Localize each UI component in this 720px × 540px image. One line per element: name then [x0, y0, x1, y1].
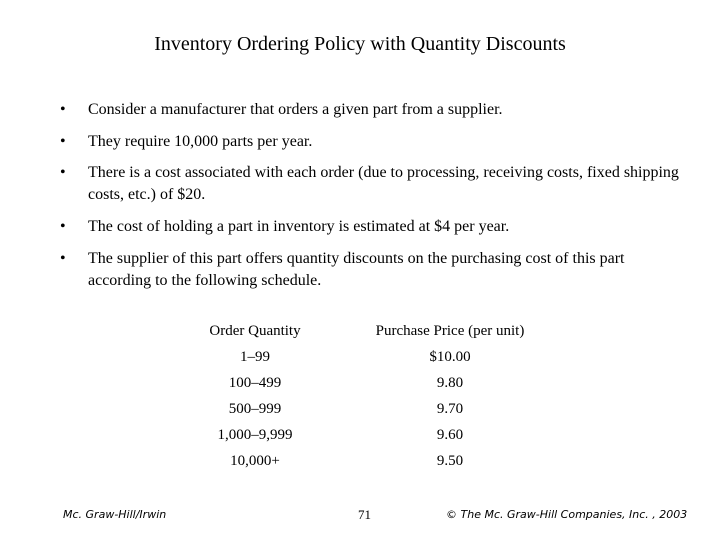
bullet-list [0, 99, 720, 292]
order-quantity-cell: 1–99 [240, 348, 270, 365]
bullet-text: The cost of holding a part in inventory is estimated at $4 per year. [88, 218, 510, 235]
bullet-text: The supplier of this part offers quantity discounts on the purchasing cost of this part according to the following schedule. [88, 250, 625, 289]
publisher-footer: Mc. Graw-Hill/Irwin [63, 508, 167, 521]
table-row [180, 396, 570, 422]
bullet-icon: • [60, 218, 66, 235]
table-header-row [180, 318, 570, 344]
copyright-footer: © The Mc. Graw-Hill Companies, Inc. , 2003 [446, 508, 688, 521]
bullet-item [0, 216, 720, 238]
bullet-text: They require 10,000 parts per year. [88, 133, 313, 150]
purchase-price-cell: $10.00 [429, 348, 471, 365]
bullet-text: There is a cost associated with each order (due to processing, receiving costs, fixed shipping costs, etc.) of $20. [88, 164, 679, 203]
table-row [180, 422, 570, 448]
bullet-icon: • [60, 164, 66, 181]
bullet-item [0, 248, 720, 292]
order-quantity-cell: 10,000+ [230, 452, 280, 469]
bullet-icon: • [60, 250, 66, 267]
table-row [180, 370, 570, 396]
order-quantity-cell: 100–499 [228, 374, 282, 391]
purchase-price-cell: 9.80 [436, 374, 464, 391]
order-quantity-header: Order Quantity [209, 322, 301, 339]
purchase-price-cell: 9.70 [436, 400, 464, 417]
order-quantity-cell: 1,000–9,999 [217, 426, 293, 443]
slide-title: Inventory Ordering Policy with Quantity Discounts [154, 33, 566, 55]
bullet-item [0, 99, 720, 121]
bullet-item [0, 162, 720, 206]
purchase-price-cell: 9.50 [436, 452, 464, 469]
purchase-price-cell: 9.60 [436, 426, 464, 443]
order-quantity-cell: 500–999 [228, 400, 282, 417]
table-row [180, 344, 570, 370]
page-number: 71 [358, 507, 371, 522]
bullet-icon: • [60, 101, 66, 118]
discount-schedule-table [180, 318, 570, 474]
bullet-item [0, 131, 720, 153]
purchase-price-header: Purchase Price (per unit) [375, 322, 525, 339]
bullet-text: Consider a manufacturer that orders a given part from a supplier. [88, 101, 503, 118]
table-row [180, 448, 570, 474]
bullet-icon: • [60, 133, 66, 150]
